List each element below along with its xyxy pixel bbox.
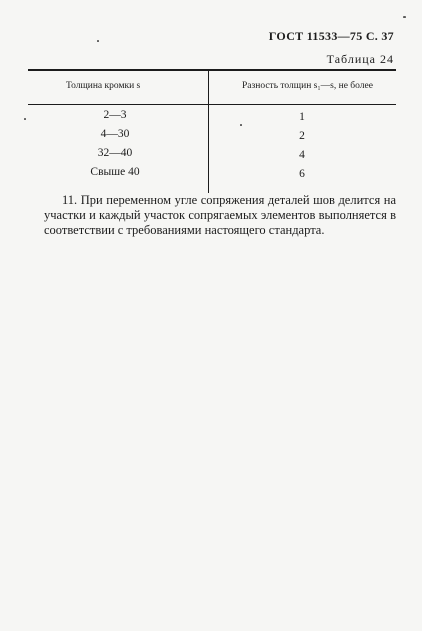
table-cell-thickness: 4—30 [100, 128, 130, 140]
column-header-thickness: Толщина кромки s [66, 81, 141, 91]
body-paragraph [44, 193, 396, 238]
table-cell-thickness: 2—3 [103, 109, 127, 121]
table-cell-difference: 2 [299, 130, 305, 142]
table-label: Таблица 24 [326, 52, 394, 66]
paragraph-line: 11. При переменном угле сопряжения деталей шов делится на [62, 193, 396, 207]
scan-speck [24, 118, 26, 120]
scan-speck [403, 16, 406, 18]
table-cell-difference: 4 [299, 149, 305, 161]
table-cell-thickness: Свыше 40 [90, 166, 140, 178]
scan-speck [97, 40, 99, 42]
paragraph-line: соответствии с требованиями настоящего стандарта. [44, 223, 325, 237]
scan-speck [240, 124, 242, 126]
standard-reference: ГОСТ 11533—75 С. 37 [268, 29, 394, 43]
table-top-rule [28, 69, 396, 71]
table-cell-difference: 1 [299, 111, 305, 123]
table-cell-difference: 6 [299, 168, 305, 180]
table-header-rule [28, 104, 396, 105]
column-header-difference: Разность толщин s₁—s, не более [242, 81, 373, 91]
table-cell-thickness: 32—40 [97, 147, 133, 159]
paragraph-line: участки и каждый участок сопрягаемых элементов выполняется в [44, 208, 396, 222]
table-column-divider [208, 69, 209, 193]
